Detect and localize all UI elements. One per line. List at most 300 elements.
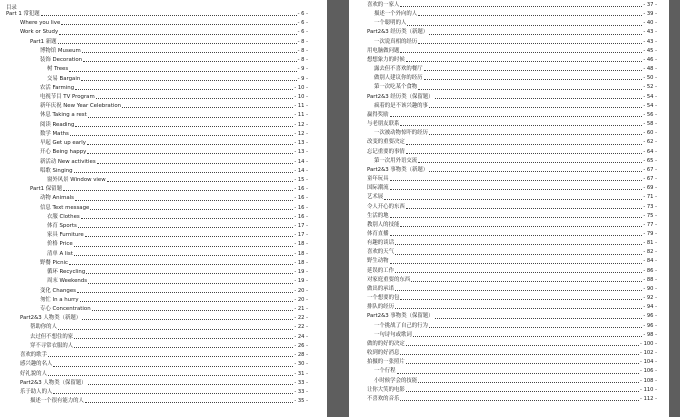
toc-entry-title: Part2&3 人物类（新题） — [20, 315, 82, 322]
toc-entry[interactable] — [47, 242, 308, 249]
toc-entry[interactable] — [47, 76, 308, 83]
toc-entry-page-number: - 62 - — [643, 139, 657, 146]
toc-entry-title: 童年玩具 — [367, 176, 389, 183]
toc-entry[interactable] — [40, 260, 308, 267]
toc-entry-title: 帮助你的人 — [30, 324, 57, 331]
toc-dot-leader — [400, 125, 642, 126]
toc-entry-page-number: - 33 - — [294, 379, 308, 386]
toc-entry[interactable] — [367, 359, 657, 366]
toc-entry-title: 专心 Concentration — [40, 306, 91, 313]
toc-entry-page-number: - 11 - — [294, 112, 308, 119]
toc-entry-title: 一个想要的包 — [367, 295, 400, 302]
toc-entry-title: 休息 Taking a rest — [40, 112, 87, 119]
toc-entry[interactable] — [367, 112, 657, 119]
toc-entry[interactable] — [367, 167, 657, 174]
toc-dot-leader — [97, 163, 294, 164]
toc-entry[interactable] — [367, 387, 657, 394]
toc-entry[interactable] — [367, 277, 657, 284]
toc-entry[interactable] — [367, 304, 657, 311]
toc-dot-leader — [107, 181, 294, 182]
toc-dot-leader — [400, 226, 642, 227]
toc-entry[interactable] — [20, 315, 308, 322]
toc-entry-page-number: - 17 - — [294, 223, 308, 230]
toc-dot-leader — [75, 89, 293, 90]
toc-entry-title: 博物馆 Museum — [40, 47, 81, 54]
toc-entry[interactable] — [20, 389, 308, 396]
toc-entry[interactable] — [30, 343, 308, 350]
toc-dot-leader — [424, 70, 643, 71]
toc-dot-leader — [435, 318, 643, 319]
toc-entry[interactable] — [40, 57, 308, 64]
toc-entry[interactable] — [20, 29, 308, 36]
toc-entry-title: 做别人建议你的经历 — [374, 75, 423, 82]
toc-dot-leader — [406, 345, 639, 346]
toc-dot-leader — [81, 218, 294, 219]
toc-entry-page-number: - 24 - — [294, 333, 308, 340]
toc-entry-page-number: - 82 - — [643, 249, 657, 256]
toc-entry-title: Work or Study — [20, 29, 59, 36]
toc-entry[interactable] — [374, 84, 657, 91]
toc-dot-leader — [390, 189, 643, 190]
toc-entry[interactable] — [20, 352, 308, 359]
toc-entry-page-number: - 102 - — [640, 350, 657, 357]
toc-entry-title: 窗外风景 Window view — [47, 176, 106, 183]
toc-entry-title: 早起 Get up early — [40, 140, 86, 147]
toc-dot-leader — [395, 272, 642, 273]
toc-entry[interactable] — [367, 396, 657, 403]
toc-dot-leader — [85, 402, 293, 403]
toc-dot-leader — [69, 71, 297, 72]
toc-dot-leader — [390, 180, 643, 181]
toc-entry[interactable] — [30, 398, 308, 405]
toc-dot-leader — [400, 354, 639, 355]
toc-entry-page-number: - 18 - — [294, 241, 308, 248]
toc-entry-page-number: - 110 - — [640, 386, 657, 393]
toc-entry[interactable] — [30, 186, 308, 193]
toc-dot-leader — [395, 254, 642, 255]
toc-entry-page-number: - 46 - — [643, 56, 657, 63]
toc-entry-title: 描述一个很有能力的人 — [30, 398, 84, 405]
toc-entry-title: 农活 Farming — [40, 84, 75, 91]
toc-entry-page-number: - 16 - — [294, 195, 308, 202]
toc-entry-page-number: - 6 - — [297, 10, 308, 17]
toc-entry-title: 电视节目 TV Program — [40, 93, 95, 100]
toc-entry-title: 体育 Sports — [47, 223, 77, 230]
toc-entry-page-number: - 71 - — [643, 194, 657, 201]
toc-entry[interactable] — [374, 11, 657, 18]
toc-dot-leader — [390, 116, 643, 117]
toc-entry-title: Part2&3 经历类（保留题） — [367, 93, 434, 100]
toc-entry[interactable] — [40, 149, 308, 156]
toc-entry-page-number: - 21 - — [294, 306, 308, 313]
toc-entry-page-number: - 19 - — [294, 278, 308, 285]
toc-entry[interactable] — [40, 103, 308, 110]
toc-dot-leader — [418, 89, 642, 90]
document-page-left — [0, 0, 327, 417]
toc-entry[interactable] — [367, 121, 657, 128]
toc-dot-leader — [435, 98, 643, 99]
toc-entry[interactable] — [374, 39, 657, 46]
toc-dot-leader — [406, 153, 643, 154]
viewer-background — [669, 0, 680, 417]
toc-dot-leader — [85, 236, 294, 237]
toc-entry-title: 对家庭重要的东西 — [367, 276, 411, 283]
toc-entry-title: 国际潮流 — [367, 185, 389, 192]
toc-entry[interactable] — [367, 176, 657, 183]
toc-entry[interactable] — [40, 306, 308, 313]
toc-entry-page-number: - 8 - — [297, 38, 308, 45]
toc-entry-page-number: - 43 - — [643, 38, 657, 45]
toc-entry-page-number: - 56 - — [643, 111, 657, 118]
toc-entry-title: 令人开心的东西 — [367, 203, 405, 210]
toc-entry-page-number: - 9 - — [297, 75, 308, 82]
toc-entry[interactable] — [367, 313, 657, 320]
toc-entry-title: 赢得奖励 — [367, 111, 389, 118]
toc-entry[interactable] — [47, 278, 308, 285]
toc-entry-title: Part1 保留题 — [30, 186, 62, 193]
toc-entry[interactable] — [374, 332, 657, 339]
toc-entry[interactable] — [30, 39, 308, 46]
toc-dot-leader — [395, 244, 642, 245]
toc-entry-page-number: - 69 - — [643, 185, 657, 192]
toc-entry[interactable] — [367, 185, 657, 192]
toc-entry-title: 清单 A list — [47, 250, 73, 257]
toc-heading: 目录 — [6, 5, 17, 11]
toc-entry-page-number: - 8 - — [297, 47, 308, 54]
toc-entry-page-number: - 108 - — [640, 377, 657, 384]
toc-dot-leader — [80, 301, 294, 302]
toc-entry[interactable] — [367, 350, 657, 357]
toc-entry-page-number: - 19 - — [294, 269, 308, 276]
toc-entry-page-number: - 86 - — [643, 267, 657, 274]
toc-entry-page-number: - 9 - — [297, 66, 308, 73]
toc-entry-title: 感兴趣的名人 — [20, 361, 53, 368]
toc-entry[interactable] — [367, 29, 657, 36]
toc-dot-leader — [395, 290, 642, 291]
toc-entry-title: 家具 Furniture — [47, 232, 84, 239]
toc-entry-page-number: - 8 - — [297, 57, 308, 64]
toc-entry[interactable] — [6, 11, 308, 18]
toc-entry-page-number: - 58 - — [643, 121, 657, 128]
toc-entry-page-number: - 13 - — [294, 140, 308, 147]
toc-entry[interactable] — [367, 240, 657, 247]
toc-dot-leader — [429, 107, 642, 108]
toc-entry-title: 一个行程 — [374, 368, 396, 375]
toc-entry-page-number: - 54 - — [643, 102, 657, 109]
toc-entry[interactable] — [367, 149, 657, 156]
toc-dot-leader — [70, 135, 294, 136]
toc-entry-title: 想想象力的时候 — [367, 56, 405, 63]
toc-entry-title: 树 Trees — [47, 66, 69, 73]
toc-entry-page-number: - 106 - — [640, 368, 657, 375]
toc-entry[interactable] — [47, 251, 308, 258]
toc-entry-title: 有趣的谈话 — [367, 240, 394, 247]
toc-dot-leader — [82, 52, 297, 53]
toc-dot-leader — [77, 292, 293, 293]
toc-entry-page-number: - 81 - — [643, 240, 657, 247]
toc-entry-page-number: - 104 - — [640, 359, 657, 366]
toc-dot-leader — [90, 209, 293, 210]
toc-entry[interactable] — [40, 195, 308, 202]
toc-entry-page-number: - 26 - — [294, 342, 308, 349]
toc-entry-title: Part2&3 经历类（新题） — [367, 29, 429, 36]
toc-entry-page-number: - 17 - — [294, 232, 308, 239]
toc-dot-leader — [88, 117, 294, 118]
toc-entry-title: 生活的地 — [367, 212, 389, 219]
toc-entry-page-number: - 35 - — [294, 398, 308, 405]
toc-dot-leader — [429, 134, 642, 135]
toc-entry-page-number: - 79 - — [643, 230, 657, 237]
toc-entry[interactable] — [367, 268, 657, 275]
toc-dot-leader — [390, 263, 643, 264]
toc-entry[interactable] — [374, 368, 657, 375]
toc-entry[interactable] — [47, 232, 308, 239]
toc-dot-leader — [74, 338, 293, 339]
toc-entry[interactable] — [30, 334, 308, 341]
toc-dot-leader — [395, 308, 642, 309]
toc-entry-title: 做出的承诺 — [367, 285, 394, 292]
toc-entry[interactable] — [47, 223, 308, 230]
toc-entry-page-number: - 16 - — [294, 213, 308, 220]
toc-entry[interactable] — [40, 288, 308, 295]
toc-entry-page-number: - 94 - — [643, 304, 657, 311]
toc-entry-title: 一句诗句或歌词 — [374, 331, 412, 338]
toc-entry[interactable] — [367, 231, 657, 238]
toc-entry-title: 阅读 Reading — [40, 121, 75, 128]
toc-entry-title: 好礼貌的人 — [20, 370, 47, 377]
toc-entry-page-number: - 96 - — [643, 313, 657, 320]
toc-entry-title: 信息 Text message — [40, 204, 90, 211]
toc-entry-page-number: - 18 - — [294, 259, 308, 266]
toc-entry[interactable] — [47, 214, 308, 221]
toc-dot-leader — [87, 153, 293, 154]
toc-entry[interactable] — [367, 139, 657, 146]
toc-dot-leader — [390, 217, 643, 218]
toc-dot-leader — [58, 43, 297, 44]
toc-entry-title: 交易 Bargain — [47, 75, 81, 82]
toc-entry-title: 装饰 Decoration — [40, 57, 83, 64]
toc-dot-leader — [61, 24, 296, 25]
toc-entry[interactable] — [367, 249, 657, 256]
toc-entry[interactable] — [367, 94, 657, 101]
toc-entry[interactable] — [374, 323, 657, 330]
toc-dot-leader — [424, 79, 643, 80]
toc-entry[interactable] — [374, 103, 657, 110]
toc-dot-leader — [429, 171, 642, 172]
toc-entry-title: 体育直播 — [367, 230, 389, 237]
toc-entry-page-number: - 22 - — [294, 315, 308, 322]
toc-dot-leader — [406, 208, 643, 209]
toc-entry-title: 价格 Price — [47, 241, 73, 248]
toc-entry[interactable] — [367, 286, 657, 293]
toc-entry-page-number: - 92 - — [643, 295, 657, 302]
toc-entry[interactable] — [40, 159, 308, 166]
toc-entry-title: 去过但不想住的家 — [30, 333, 74, 340]
toc-dot-leader — [53, 366, 293, 367]
toc-dot-leader — [48, 356, 293, 357]
toc-entry-title: 排队的经历 — [367, 304, 394, 311]
toc-dot-leader — [78, 227, 294, 228]
toc-entry[interactable] — [367, 57, 657, 64]
toc-dot-leader — [58, 329, 293, 330]
toc-entry-title: 一次说真相的经历 — [374, 38, 418, 45]
toc-dot-leader — [69, 264, 293, 265]
toc-entry[interactable] — [40, 122, 308, 129]
toc-dot-leader — [74, 347, 293, 348]
toc-entry-page-number: - 16 - — [294, 186, 308, 193]
toc-dot-leader — [59, 34, 297, 35]
toc-entry-title: 变化 Changes — [40, 287, 76, 294]
toc-entry-page-number: - 37 - — [643, 1, 657, 8]
toc-dot-leader — [75, 126, 293, 127]
toc-entry-page-number: - 50 - — [643, 75, 657, 82]
toc-dot-leader — [413, 336, 643, 337]
toc-entry[interactable] — [374, 20, 657, 27]
toc-entry-title: 收到的好消息 — [367, 350, 400, 357]
toc-entry[interactable] — [47, 66, 308, 73]
toc-entry-page-number: - 6 - — [297, 29, 308, 36]
toc-entry-title: 周末 Weekends — [47, 278, 88, 285]
toc-entry-title: 数学 Maths — [40, 130, 69, 137]
toc-entry-page-number: - 11 - — [294, 103, 308, 110]
toc-dot-leader — [400, 52, 642, 53]
toc-dot-leader — [400, 6, 642, 7]
toc-entry-page-number: - 14 - — [294, 158, 308, 165]
toc-entry[interactable] — [20, 380, 308, 387]
toc-entry[interactable] — [367, 341, 657, 348]
toc-entry[interactable] — [20, 361, 308, 368]
toc-dot-leader — [407, 25, 642, 26]
toc-entry[interactable] — [367, 2, 657, 9]
toc-entry[interactable] — [367, 222, 657, 229]
toc-entry[interactable] — [374, 66, 657, 73]
toc-entry-page-number: - 30 - — [294, 361, 308, 368]
toc-entry[interactable] — [40, 94, 308, 101]
toc-dot-leader — [74, 255, 294, 256]
toc-dot-leader — [406, 144, 643, 145]
toc-entry-page-number: - 6 - — [297, 20, 308, 27]
toc-entry[interactable] — [367, 258, 657, 265]
toc-entry-title: 一个挑战了自己的行为 — [374, 322, 428, 329]
toc-entry[interactable] — [40, 131, 308, 138]
toc-entry-page-number: - 112 - — [640, 395, 657, 402]
toc-entry-title: 喜欢的天气 — [367, 249, 394, 256]
toc-entry-title: 描述一个外向的人 — [374, 11, 418, 18]
toc-entry-page-number: - 22 - — [294, 324, 308, 331]
toc-entry-page-number: - 15 - — [294, 176, 308, 183]
toc-dot-leader — [82, 319, 293, 320]
toc-dot-leader — [411, 281, 642, 282]
toc-entry[interactable] — [367, 194, 657, 201]
toc-dot-leader — [86, 273, 293, 274]
toc-entry[interactable] — [40, 205, 308, 212]
toc-entry-title: 用电脑做问题 — [367, 47, 400, 54]
toc-dot-leader — [429, 34, 642, 35]
toc-entry[interactable] — [367, 204, 657, 211]
toc-dot-leader — [41, 15, 297, 16]
toc-entry-page-number: - 98 - — [643, 331, 657, 338]
toc-dot-leader — [88, 384, 294, 385]
toc-entry-title: 衣服 Clothes — [47, 213, 80, 220]
toc-entry[interactable] — [30, 324, 308, 331]
toc-entry-page-number: - 28 - — [294, 352, 308, 359]
toc-entry[interactable] — [20, 20, 308, 27]
toc-entry-title: 拍摄的一张照片 — [367, 359, 405, 366]
toc-entry-page-number: - 96 - — [643, 322, 657, 329]
toc-entry[interactable] — [40, 85, 308, 92]
toc-entry-title: 不喜欢的音乐 — [367, 395, 400, 402]
toc-dot-leader — [406, 61, 643, 62]
toc-entry[interactable] — [47, 269, 308, 276]
toc-entry-page-number: - 20 - — [294, 287, 308, 294]
toc-entry-title: 野餐 Picnic — [40, 259, 68, 266]
toc-entry-title: 延误的工作 — [367, 267, 394, 274]
toc-dot-leader — [92, 310, 294, 311]
toc-entry-page-number: - 67 - — [643, 176, 657, 183]
toc-entry-page-number: - 43 - — [643, 29, 657, 36]
toc-dot-leader — [397, 373, 639, 374]
toc-dot-leader — [384, 199, 642, 200]
toc-entry-title: 乐于助人的人 — [20, 389, 53, 395]
toc-dot-leader — [75, 200, 293, 201]
toc-entry[interactable] — [47, 177, 308, 184]
toc-entry-title: 野生动物 — [367, 258, 389, 265]
toc-entry[interactable] — [367, 295, 657, 302]
toc-entry[interactable] — [374, 75, 657, 82]
toc-entry-title: 新年庆祝 New Year Celebration — [40, 103, 122, 110]
toc-entry[interactable] — [374, 158, 657, 165]
toc-entry-page-number: - 60 - — [643, 130, 657, 137]
toc-entry[interactable] — [40, 168, 308, 175]
toc-entry[interactable] — [367, 213, 657, 220]
toc-dot-leader — [418, 15, 642, 16]
toc-entry[interactable] — [40, 140, 308, 147]
toc-entry-page-number: - 88 - — [643, 276, 657, 283]
toc-dot-leader — [74, 172, 294, 173]
toc-entry-title: 循环 Recycling — [47, 269, 86, 276]
toc-entry-title: Part2&3 人物类（保留题） — [20, 379, 87, 386]
toc-entry-title: 与老朋友联系 — [367, 121, 400, 128]
toc-dot-leader — [88, 283, 293, 284]
toc-entry-page-number: - 12 - — [294, 121, 308, 128]
toc-entry[interactable] — [40, 112, 308, 119]
toc-entry-title: 匆忙 In a hurry — [40, 296, 79, 303]
toc-entry-page-number: - 13 - — [294, 149, 308, 156]
toc-entry[interactable] — [374, 378, 657, 385]
toc-entry-title: Part 1 常犯题 — [6, 10, 40, 17]
toc-entry-title: 做的的好的决定 — [367, 340, 405, 347]
toc-entry[interactable] — [40, 48, 308, 55]
toc-entry-title: 新活动 New activities — [40, 158, 96, 165]
toc-entry[interactable] — [40, 297, 308, 304]
toc-entry-page-number: - 40 - — [643, 20, 657, 27]
toc-entry-page-number: - 39 - — [643, 11, 657, 18]
toc-entry-title: 忘记重要的事情 — [367, 148, 405, 155]
toc-entry-page-number: - 73 - — [643, 203, 657, 210]
toc-dot-leader — [74, 246, 294, 247]
toc-entry-page-number: - 45 - — [643, 47, 657, 54]
toc-entry-page-number: - 65 - — [643, 157, 657, 164]
toc-entry-title: Part1 新题 — [30, 38, 57, 45]
toc-dot-leader — [400, 400, 639, 401]
toc-entry-page-number: - 10 - — [294, 84, 308, 91]
toc-entry-page-number: - 64 - — [643, 148, 657, 155]
toc-entry[interactable] — [367, 48, 657, 55]
toc-entry-title: 疯着的是不该兴趣的事 — [374, 102, 428, 109]
toc-entry[interactable] — [20, 371, 308, 378]
toc-entry-title: 改变的重要决定 — [367, 139, 405, 146]
toc-entry[interactable] — [374, 130, 657, 137]
